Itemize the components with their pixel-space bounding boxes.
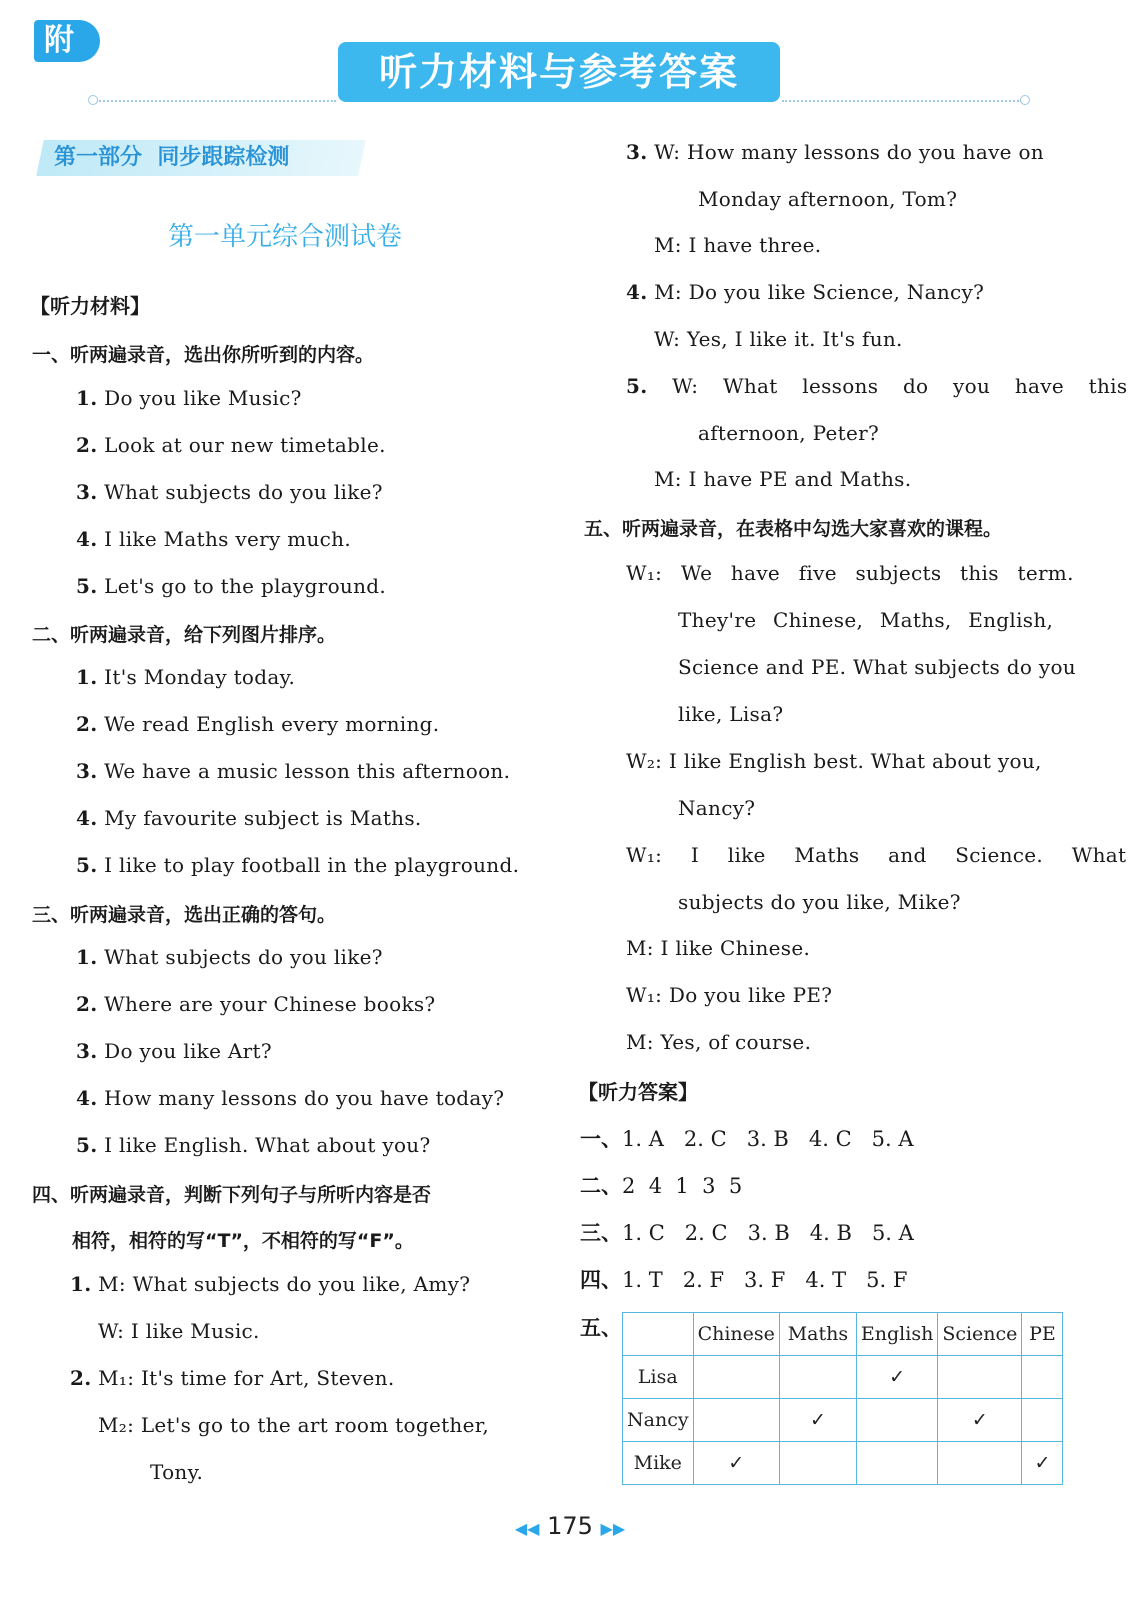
table-row-name: Lisa [623, 1356, 694, 1399]
section-4-title-line1: 四、听两遍录音，判断下列句子与所听内容是否 [32, 1184, 432, 1206]
answer-row: 一、1. A 2. C 3. B 4. C 5. A [580, 1126, 914, 1151]
list-item: 2. Look at our new timetable. [76, 433, 386, 457]
dialogue-line: Science and PE. What subjects do you [678, 655, 1076, 679]
table-cell [938, 1356, 1022, 1399]
table-cell [779, 1356, 856, 1399]
table-row [623, 1356, 1063, 1399]
table-header-cell: Maths [779, 1313, 856, 1356]
table-cell [856, 1442, 937, 1485]
list-item: 5. I like to play football in the playground. [76, 853, 520, 877]
dialogue-line: W: Yes, I like it. It's fun. [654, 327, 903, 351]
dialogue-line: They're Chinese, Maths, English, [678, 608, 1054, 632]
part-title: 第一部分 同步跟踪检测 [54, 145, 290, 170]
list-item: 1. What subjects do you like? [76, 945, 383, 969]
table-cell: ✓ [1022, 1442, 1063, 1485]
prev-arrows-icon: ◀◀ [514, 1519, 540, 1538]
table-header-cell: English [856, 1313, 937, 1356]
unit-title: 第一单元综合测试卷 [167, 222, 402, 252]
dialogue-line: 1. M: What subjects do you like, Amy? [70, 1272, 471, 1296]
header-dotted-line-left [96, 100, 336, 102]
dialogue-line: like, Lisa? [678, 702, 784, 726]
dialogue-line: subjects do you like, Mike? [678, 890, 961, 914]
table-header-cell: Chinese [693, 1313, 779, 1356]
page-banner-title: 听力材料与参考答案 [338, 42, 780, 102]
table-cell [693, 1356, 779, 1399]
dialogue-line: M: I have PE and Maths. [654, 467, 912, 491]
header-dotted-line-right [782, 100, 1022, 102]
listening-answers-heading: 【听力答案】 [578, 1080, 698, 1104]
answer-table-label: 五、 [580, 1315, 622, 1340]
dialogue-line: W₂: I like English best. What about you, [626, 749, 1042, 773]
page-number: ◀◀ 175 ▶▶ [514, 1512, 626, 1540]
list-item: 4. I like Maths very much. [76, 527, 351, 551]
section-3-title: 三、听两遍录音，选出正确的答句。 [32, 904, 337, 926]
dialogue-line: 2. M₁: It's time for Art, Steven. [70, 1366, 395, 1390]
list-item: 2. Where are your Chinese books? [76, 992, 436, 1016]
list-item: 3. Do you like Art? [76, 1039, 272, 1063]
table-row-name: Nancy [623, 1399, 694, 1442]
subject-preference-table [622, 1312, 1063, 1485]
dialogue-line: Tony. [150, 1460, 204, 1484]
list-item: 2. We read English every morning. [76, 712, 440, 736]
table-header-cell [623, 1313, 694, 1356]
table-cell [856, 1399, 937, 1442]
answer-row: 三、1. C 2. C 3. B 4. B 5. A [580, 1220, 914, 1245]
dialogue-line: 3. W: How many lessons do you have on [626, 140, 1044, 164]
appendix-tab: 附 [34, 20, 100, 62]
table-cell: ✓ [938, 1399, 1022, 1442]
dialogue-line: W₁: We have five subjects this term. [626, 561, 1074, 585]
table-row [623, 1399, 1063, 1442]
table-cell: ✓ [693, 1442, 779, 1485]
section-4-title-line2: 相符，相符的写“T”，不相符的写“F”。 [72, 1230, 414, 1252]
list-item: 5. I like English. What about you? [76, 1133, 431, 1157]
answer-table-wrapper [622, 1312, 1063, 1485]
header-dot-left [88, 95, 98, 105]
dialogue-line: 4. M: Do you like Science, Nancy? [626, 280, 985, 304]
list-item: 3. What subjects do you like? [76, 480, 383, 504]
dialogue-line: M₂: Let's go to the art room together, [98, 1413, 490, 1437]
dialogue-line: W₁: I like Maths and Science. What [626, 843, 1127, 867]
section-1-title: 一、听两遍录音，选出你所听到的内容。 [32, 344, 375, 366]
table-cell [693, 1399, 779, 1442]
table-cell: ✓ [779, 1399, 856, 1442]
table-cell [938, 1442, 1022, 1485]
table-cell [779, 1442, 856, 1485]
table-cell [1022, 1399, 1063, 1442]
list-item: 4. My favourite subject is Maths. [76, 806, 422, 830]
table-row-name: Mike [623, 1442, 694, 1485]
next-arrows-icon: ▶▶ [600, 1519, 626, 1538]
list-item: 3. We have a music lesson this afternoon. [76, 759, 511, 783]
dialogue-line: Monday afternoon, Tom? [698, 187, 958, 211]
dialogue-line: M: Yes, of course. [626, 1030, 812, 1054]
list-item: 1. It's Monday today. [76, 665, 296, 689]
table-header-row [623, 1313, 1063, 1356]
dialogue-line: M: I like Chinese. [626, 936, 811, 960]
list-item: 4. How many lessons do you have today? [76, 1086, 505, 1110]
table-row [623, 1442, 1063, 1485]
dialogue-line: W: I like Music. [98, 1319, 260, 1343]
table-cell: ✓ [856, 1356, 937, 1399]
header-dot-right [1020, 95, 1030, 105]
table-cell [1022, 1356, 1063, 1399]
table-header-cell: PE [1022, 1313, 1063, 1356]
section-5-title: 五、听两遍录音，在表格中勾选大家喜欢的课程。 [584, 518, 1003, 540]
dialogue-line: W₁: Do you like PE? [626, 983, 833, 1007]
table-header-cell: Science [938, 1313, 1022, 1356]
listening-material-heading: 【听力材料】 [30, 294, 150, 318]
list-item: 1. Do you like Music? [76, 386, 302, 410]
section-2-title: 二、听两遍录音，给下列图片排序。 [32, 624, 337, 646]
list-item: 5. Let's go to the playground. [76, 574, 387, 598]
section-1-list [76, 386, 386, 621]
section-2-list [76, 665, 519, 900]
dialogue-line: 5. W: What lessons do you have this [626, 374, 1128, 398]
answer-row: 二、2 4 1 3 5 [580, 1173, 743, 1198]
dialogue-line: M: I have three. [654, 233, 822, 257]
dialogue-line: afternoon, Peter? [698, 421, 879, 445]
dialogue-line: Nancy? [678, 796, 756, 820]
section-3-list [76, 945, 504, 1180]
answer-row: 四、1. T 2. F 3. F 4. T 5. F [580, 1267, 908, 1292]
